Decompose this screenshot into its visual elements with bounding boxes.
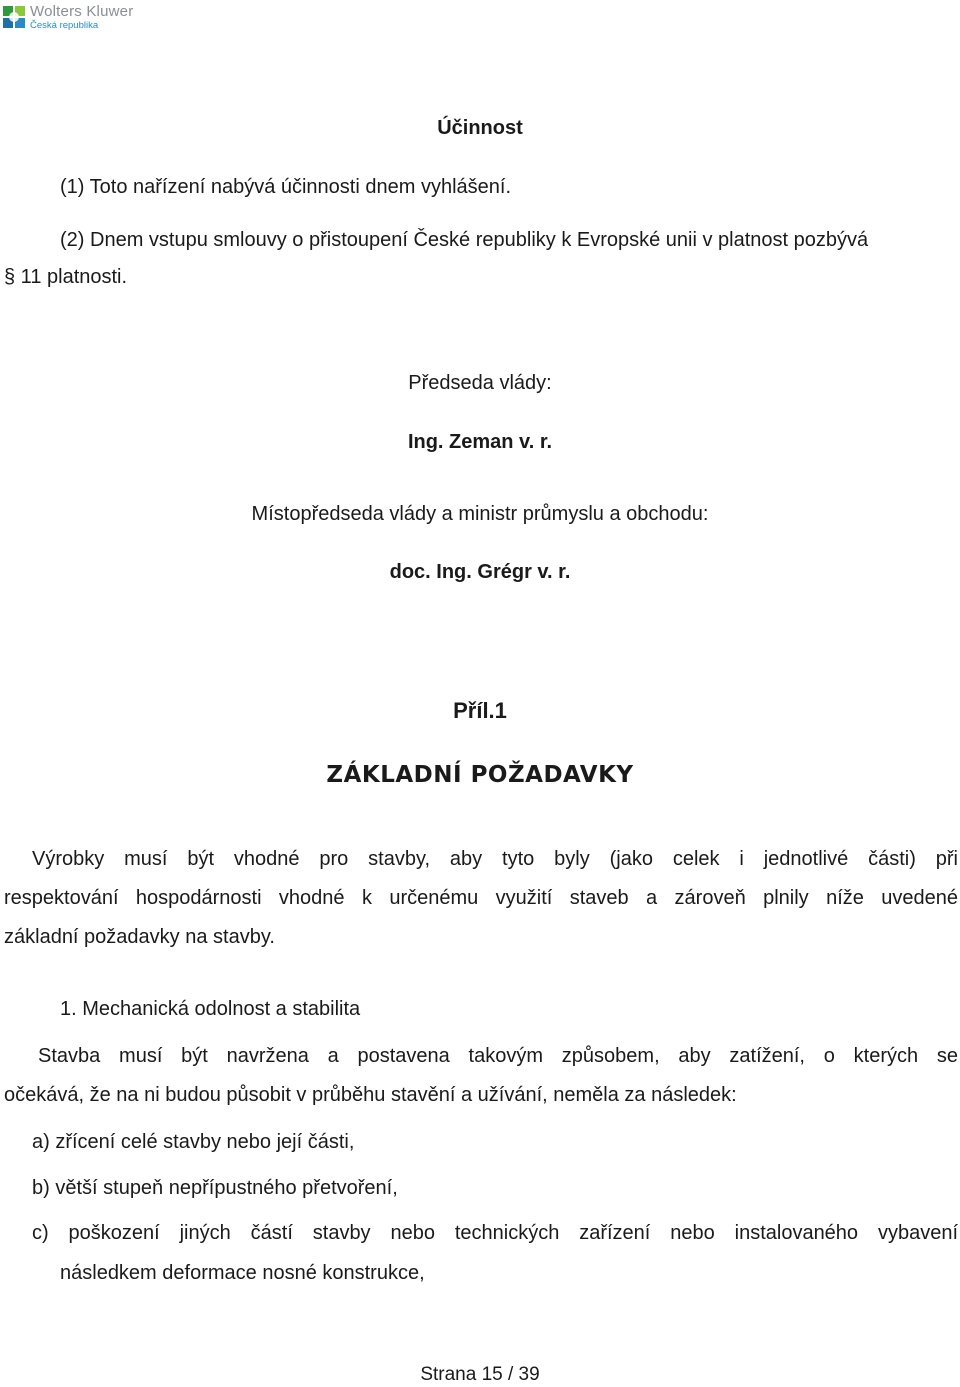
intro-line-3: základní požadavky na stavby. (4, 926, 275, 948)
intro-line-2: respektování hospodárnosti vhodné k určenému využití staveb a zároveň plnily níže uvedené (4, 887, 958, 909)
logo-subtitle: Česká republika (30, 20, 99, 31)
list-item-c-line-1: c) poškození jiných částí stavby nebo technických zařízení nebo instalovaného vybavení (32, 1222, 958, 1244)
section-title: Účinnost (437, 117, 523, 139)
intro-line-1: Výrobky musí být vhodné pro stavby, aby tyto byly (jako celek i jednotlivé části) při (32, 848, 958, 870)
deputy-label: Místopředseda vlády a ministr průmyslu a obchodu: (251, 503, 709, 525)
requirement-1-line-2: očekává, že na ni budou působit v průběhu stavění a užívání, neměla za následek: (4, 1084, 737, 1106)
logo-brand-text: Wolters Kluwer (30, 3, 134, 20)
deputy-name: doc. Ing. Grégr v. r. (389, 561, 571, 583)
pm-label: Předseda vlády: (408, 372, 552, 394)
paragraph-1: (1) Toto nařízení nabývá účinnosti dnem vyhlášení. (60, 176, 511, 198)
wolters-kluwer-logo-icon (2, 5, 26, 29)
paragraph-2-line-1: (2) Dnem vstupu smlouvy o přistoupení České republiky k Evropské unii v platnost pozbývá (60, 229, 869, 251)
list-item-b: b) větší stupeň nepřípustného přetvoření, (32, 1177, 398, 1199)
paragraph-2-line-2: § 11 platnosti. (4, 266, 128, 288)
pm-name: Ing. Zeman v. r. (407, 431, 553, 453)
list-item-a: a) zřícení celé stavby nebo její části, (32, 1131, 355, 1153)
page-number: Strana 15 / 39 (420, 1364, 540, 1385)
requirement-1-line-1: Stavba musí být navržena a postavena takovým způsobem, aby zatížení, o kterých se (38, 1045, 958, 1067)
requirement-1-title: 1. Mechanická odolnost a stabilita (60, 998, 361, 1020)
publisher-logo (2, 4, 133, 31)
annex-label: Příl.1 (453, 698, 507, 723)
annex-title: ZÁKLADNÍ POŽADAVKY (326, 762, 634, 788)
list-item-c-line-2: následkem deformace nosné konstrukce, (60, 1262, 425, 1284)
